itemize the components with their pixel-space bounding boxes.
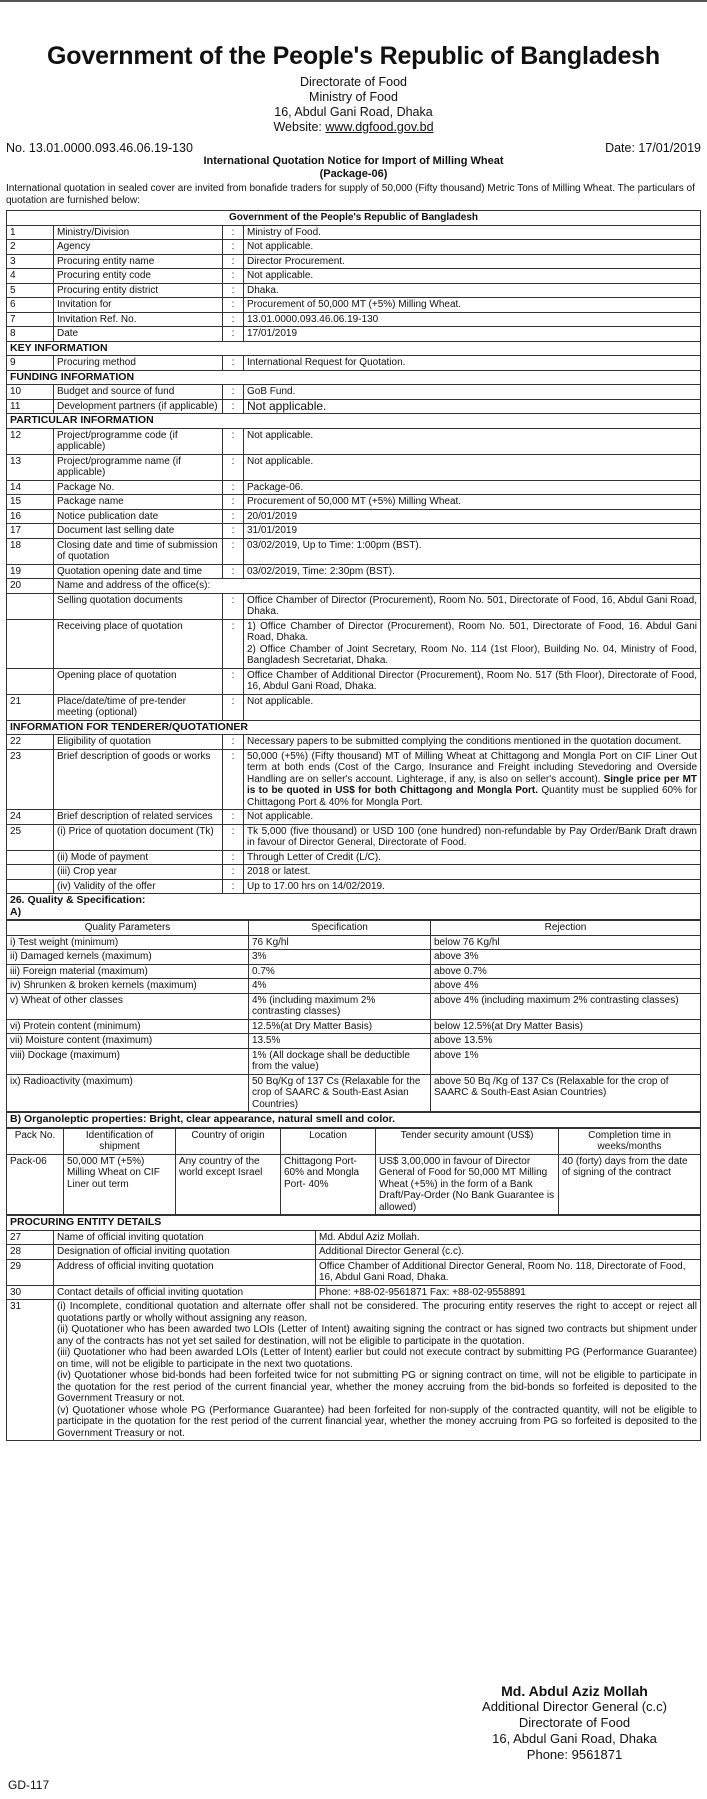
condition-item: (iv) Quotationer whose bid-bonds had been forfeited twice for not submitting PG or signing contract on time, will not be eligible to participate in the quotation for the rest period of the current financial year, whether the money accruing from the bid-bonds so forfeited is deposited to the Government Treasury or not. — [57, 1370, 697, 1404]
table-row: 4 Procuring entity code : Not applicable. — [7, 269, 701, 284]
table-row: 16 Notice publication date : 20/01/2019 — [7, 509, 701, 524]
website-link[interactable]: www.dgfood.gov.bd — [325, 120, 434, 134]
address: 16, Abdul Gani Road, Dhaka — [274, 105, 433, 119]
conditions — [54, 1300, 701, 1441]
particulars-table — [6, 210, 701, 920]
package-label: (Package-06) — [319, 168, 388, 180]
table-row: 10 Budget and source of fund : GoB Fund. — [7, 385, 701, 400]
table-row: 15 Package name : Procurement of 50,000 MT (+5%) Milling Wheat. — [7, 495, 701, 510]
table-row: 22 Eligibility of quotation : Necessary papers to be submitted complying the conditions mentioned in the quotation document. — [7, 735, 701, 750]
col-quality-parameters: Quality Parameters — [7, 921, 249, 936]
col-specification: Specification — [249, 921, 431, 936]
letterhead — [6, 42, 701, 135]
signatory-office: Directorate of Food — [518, 1715, 631, 1730]
table-row: (iii) Crop year : 2018 or latest. — [7, 865, 701, 880]
table-row: 11 Development partners (if applicable) : Not applicable. — [7, 399, 701, 414]
table-header: Government of the People's Republic of Bangladesh — [7, 211, 701, 226]
table-row: ix) Radioactivity (maximum) 50 Bq/Kg of 137 Cs (Relaxable for the crop of SAARC & South-East Asian Countries) above 50 Bq /Kg of 137 Cs (Relaxable for the crop of SAARC & South-East Asian Countries) — [7, 1074, 701, 1112]
section-procuring-entity: PROCURING ENTITY DETAILS — [7, 1216, 701, 1231]
table-row: viii) Dockage (maximum) 1% (All dockage shall be deductible from the value) above 1% — [7, 1048, 701, 1074]
table-row: (ii) Mode of payment : Through Letter of Credit (L/C). — [7, 850, 701, 865]
table-row: 17 Document last selling date : 31/01/2019 — [7, 524, 701, 539]
table-row: 7 Invitation Ref. No. : 13.01.0000.093.46.06.19-130 — [7, 312, 701, 327]
table-row: 6 Invitation for : Procurement of 50,000 MT (+5%) Milling Wheat. — [7, 298, 701, 313]
table-row: 21 Place/date/time of pre-tender meeting (optional) : Not applicable. — [7, 694, 701, 720]
col-rejection: Rejection — [431, 921, 701, 936]
table-row: i) Test weight (minimum) 76 Kg/hl below 76 Kg/hl — [7, 935, 701, 950]
table-row: 5 Procuring entity district : Dhaka. — [7, 283, 701, 298]
condition-item: (i) Incomplete, conditional quotation and alternate offer shall not be considered. The procuring entity reserves the right to accept or reject all quotations partly or wholly without assigning any reason. — [57, 1301, 697, 1324]
table-row: 20 Name and address of the office(s): — [7, 579, 701, 594]
gov-title: Government of the People's Republic of Bangladesh — [47, 42, 660, 70]
table-row: iii) Foreign material (maximum) 0.7% above 0.7% — [7, 964, 701, 979]
table-row: 23 Brief description of goods or works : 50,000 (+5%) (Fifty thousand) MT of Milling Wheat at Chittagong and Mongla Port on CIF Liner Out term at both ends (Cost of the Cargo, Insurance and Freight including Stevedoring and Overside Handling are on seller's account. Lighterage, if any, is also on seller's account). Single price per MT is to be quoted in US$ for both Chittagong and Mongla Port. Quantity must be supplied 60% for Chittagong Port & 40% for Mongla Port. — [7, 749, 701, 810]
table-row: 9 Procuring method : International Request for Quotation. — [7, 356, 701, 371]
signatory-address: 16, Abdul Gani Road, Dhaka — [492, 1731, 657, 1746]
table-row: 29 Address of official inviting quotation Office Chamber of Additional Director General, Room No. 118, Directorate of Food, 16, Abdul Gani Road, Dhaka. — [7, 1259, 701, 1285]
table-row: 13 Project/programme name (if applicable) : Not applicable. — [7, 454, 701, 480]
table-row: 1 Ministry/Division : Ministry of Food. — [7, 225, 701, 240]
ministry: Ministry of Food — [309, 90, 398, 104]
organoleptic-heading: B) Organoleptic properties: Bright, clear appearance, natural smell and color. — [7, 1113, 701, 1128]
table-row: 25 (i) Price of quotation document (Tk) : Tk 5,000 (five thousand) or USD 100 (one hundred) non-refundable by Pay Order/Bank Draft drawn in favour of Director General, Directorate of Food. — [7, 824, 701, 850]
notice-date: Date: 17/01/2019 — [605, 141, 701, 155]
section-tenderer-information: INFORMATION FOR TENDERER/QUOTATIONER — [7, 720, 701, 735]
notice-title: International Quotation Notice for Import of Milling Wheat — [203, 155, 504, 167]
table-row: 31 (i) Incomplete, conditional quotation and alternate offer shall not be considered. The procuring entity reserves the right to accept or reject all quotations partly or wholly without assigning any reason. (ii) Quotationer who has been awarded two LOIs (Letter of Intent) awaiting signing the contract or has signed two contracts but shipment under any of the contracts has not yet set sailed for destination, will not be eligible to participate in the quotation. (iii) Quotationer who had been awarded LOIs (Letter of Intent) earlier but could not execute contract by submitting PG (Performance Guarantee) on time, will not be eligible to participate in the next two quotations. (iv) Quotationer whose bid-bonds had been forfeited twice for not submitting PG or signing contract on time, will not be eligible to participate in the quotation for the rest period of the current financial year, whether the money accruing from the bid-bonds so forfeited is deposited to the Government Treasury or not. (v) Quotationer whose whole PG (Performance Guarantee) had been forfeited for non-supply of the contracted quantity, will not be eligible to participate in the quotation for the rest period of the current financial year, whether the money accruing from PG so forfeited is deposited to the Government Treasury or not. — [7, 1300, 701, 1441]
ref-line — [6, 141, 701, 155]
table-row: vii) Moisture content (maximum) 13.5% above 13.5% — [7, 1034, 701, 1049]
condition-item: (v) Quotationer whose whole PG (Performance Guarantee) had been forfeited for non-supply of the contracted quantity, will not be eligible to participate in the quotation for the rest period of the current financial year, whether the money accruing from PG so forfeited is deposited to the Government Treasury or not. — [57, 1404, 697, 1439]
table-row: 18 Closing date and time of submission of quotation : 03/02/2019, Up to Time: 1:00pm (BST). — [7, 538, 701, 564]
intro-text: International quotation in sealed cover are invited from bonafide traders for supply of 50,000 (Fifty thousand) Metric Tons of Milling Wheat. The particulars of quotation are furnished below: — [6, 183, 695, 206]
section-key-information: KEY INFORMATION — [7, 341, 701, 356]
table-row: vi) Protein content (minimum) 12.5%(at Dry Matter Basis) below 12.5%(at Dry Matter Basis) — [7, 1019, 701, 1034]
signatory-designation: Additional Director General (c.c) — [482, 1699, 667, 1714]
table-row: 24 Brief description of related services : Not applicable. — [7, 810, 701, 825]
table-row: Selling quotation documents : Office Chamber of Director (Procurement), Room No. 501, Directorate of Food, 16, Abdul Gani Road, Dhaka. — [7, 593, 701, 619]
gd-number: GD-117 — [8, 1778, 50, 1792]
table-row: 8 Date : 17/01/2019 — [7, 327, 701, 342]
table-row: 2 Agency : Not applicable. — [7, 240, 701, 255]
quality-sub-a: A) — [10, 905, 22, 918]
section-funding-information: FUNDING INFORMATION — [7, 370, 701, 385]
table-row: 27 Name of official inviting quotation Md. Abdul Aziz Mollah. — [7, 1230, 701, 1245]
table-row: 12 Project/programme code (if applicable) : Not applicable. — [7, 428, 701, 454]
signatory-phone: Phone: 9561871 — [526, 1747, 623, 1762]
table-row: Pack-06 50,000 MT (+5%) Milling Wheat on CIF Liner out term Any country of the world except Israel Chittagong Port- 60% and Mongla Port- 40% US$ 3,00,000 in favour of Director General of Food for 50,000 MT Milling Wheat (+5%) in the form of a Bank Draft/Pay-Order (No Bank Guarantee is allowed) 40 (forty) days from the date of signing of the contract — [7, 1154, 701, 1215]
directorate: Directorate of Food — [300, 75, 407, 89]
table-row: 3 Procuring entity name : Director Procurement. — [7, 254, 701, 269]
table-row: (iv) Validity of the offer : Up to 17.00 hrs on 14/02/2019. — [7, 879, 701, 894]
table-row: 30 Contact details of official inviting quotation Phone: +88-02-9561871 Fax: +88-02-9558891 — [7, 1285, 701, 1300]
condition-item: (iii) Quotationer who had been awarded LOIs (Letter of Intent) earlier but could not execute contract by submitting PG (Performance Guarantee) on time, will not be eligible to participate in the next two quotations. — [57, 1347, 697, 1370]
ref-no: No. 13.01.0000.093.46.06.19-130 — [6, 141, 193, 155]
table-row: Opening place of quotation : Office Chamber of Additional Director (Procurement), Room No. 517 (5th Floor), Directorate of Food, 16, Abdul Gani Road, Dhaka. — [7, 668, 701, 694]
section-particular-information: PARTICULAR INFORMATION — [7, 414, 701, 429]
quality-table — [6, 920, 701, 1112]
procuring-table — [6, 1215, 701, 1441]
quality-heading: 26. Quality & Specification: — [10, 894, 146, 906]
shipment-table: Pack No. Identification of shipment Country of origin Location Tender security amount (US$) Completion time in weeks/months Pack-06 50,000 MT (+5%) Milling Wheat on CIF Liner out term Any country of the world except Israel Chittagong Port- 60% and Mongla Port- 40% US$ 3,00,000 in favour of Director General of Food for 50,000 MT Milling Wheat (+5%) in the form of a Bank Draft/Pay-Order (No Bank Guarantee is allowed) 40 (forty) days from the date of signing of the contract — [6, 1128, 701, 1216]
signatory-name: Md. Abdul Aziz Mollah — [501, 1683, 648, 1699]
table-row: 14 Package No. : Package-06. — [7, 480, 701, 495]
table-row: 28 Designation of official inviting quotation Additional Director General (c.c). — [7, 1245, 701, 1260]
table-row: 19 Quotation opening date and time : 03/02/2019, Time: 2:30pm (BST). — [7, 564, 701, 579]
condition-item: (ii) Quotationer who has been awarded two LOIs (Letter of Intent) awaiting signing the contract or has signed two contracts but shipment under any of the contracts has not yet set sailed for destination, will not be eligible to participate in the quotation. — [57, 1324, 697, 1347]
table-row: iv) Shrunken & broken kernels (maximum) 4% above 4% — [7, 979, 701, 994]
signature-block — [482, 1683, 667, 1763]
table-row: ii) Damaged kernels (maximum) 3% above 3% — [7, 950, 701, 965]
table-row: Receiving place of quotation : 1) Office Chamber of Director (Procurement), Room No. 501, Directorate of Food, 16. Abdul Gani Road, Dhaka. 2) Office Chamber of Joint Secretary, Room No. 114 (1st Floor), Building No. 04, Ministry of Food, Bangladesh Secretariat, Dhaka. — [7, 619, 701, 668]
table-row: v) Wheat of other classes 4% (including maximum 2% contrasting classes) above 4% (including maximum 2% contrasting classes) — [7, 993, 701, 1019]
website: Website: www.dgfood.gov.bd — [273, 120, 434, 134]
